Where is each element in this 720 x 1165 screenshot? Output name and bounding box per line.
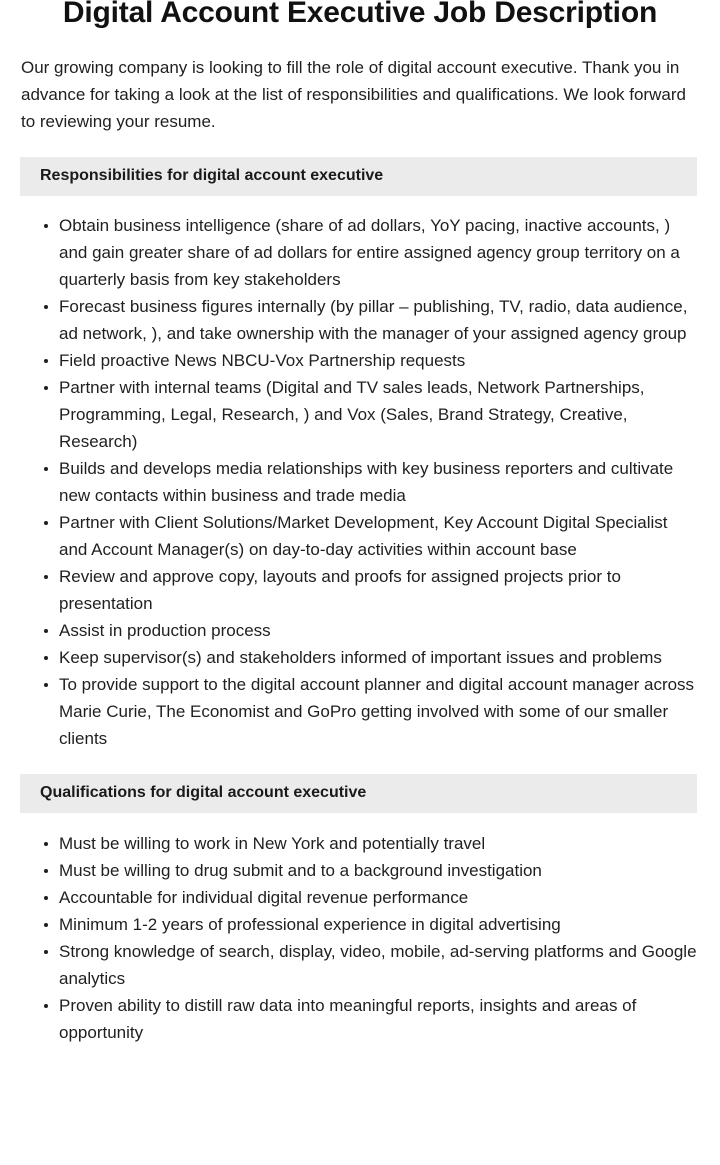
list-item: Proven ability to distill raw data into meaningful reports, insights and areas of opportunity [0,992,697,1046]
responsibilities-section [0,157,720,752]
list-item: Review and approve copy, layouts and proofs for assigned projects prior to presentation [0,563,697,617]
responsibilities-header-label: Responsibilities for digital account executive [40,167,384,184]
list-item: Builds and develops media relationships with key business reporters and cultivate new contacts within business and trade media [0,455,697,509]
list-item: Keep supervisor(s) and stakeholders informed of important issues and problems [0,644,697,671]
list-item: Field proactive News NBCU-Vox Partnership requests [0,347,697,374]
intro-paragraph: Our growing company is looking to fill the role of digital account executive. Thank you in advance for taking a look at the list of responsibilities and qualifications. We look forward to reviewing your resume. [21,58,686,131]
list-item: Must be willing to work in New York and potentially travel [0,830,697,857]
page-title: Digital Account Executive Job Description [62,0,658,29]
list-item: Accountable for individual digital revenue performance [0,884,697,911]
list-item: To provide support to the digital account planner and digital account manager across Marie Curie, The Economist and GoPro getting involved with some of our smaller clients [0,671,697,752]
responsibilities-header-band [20,157,697,196]
qualifications-section [0,774,720,1046]
list-item: Minimum 1-2 years of professional experience in digital advertising [0,911,697,938]
qualifications-header-band [20,774,697,813]
list-item: Partner with Client Solutions/Market Development, Key Account Digital Specialist and Account Manager(s) on day-to-day activities within account base [0,509,697,563]
qualifications-list [0,813,720,1046]
list-item: Obtain business intelligence (share of ad dollars, YoY pacing, inactive accounts, ) and gain greater share of ad dollars for entire assigned agency group territory on a quarterly basis from key stakeholders [0,212,697,293]
list-item: Assist in production process [0,617,697,644]
list-item: Forecast business figures internally (by pillar – publishing, TV, radio, data audience, ad network, ), and take ownership with the manager of your assigned agency group [0,293,697,347]
list-item: Strong knowledge of search, display, video, mobile, ad-serving platforms and Google analytics [0,938,697,992]
qualifications-header-label: Qualifications for digital account executive [40,784,367,801]
list-item: Must be willing to drug submit and to a background investigation [0,857,697,884]
list-item: Partner with internal teams (Digital and TV sales leads, Network Partnerships, Programming, Legal, Research, ) and Vox (Sales, Brand Strategy, Creative, Research) [0,374,697,455]
responsibilities-list [0,196,720,752]
